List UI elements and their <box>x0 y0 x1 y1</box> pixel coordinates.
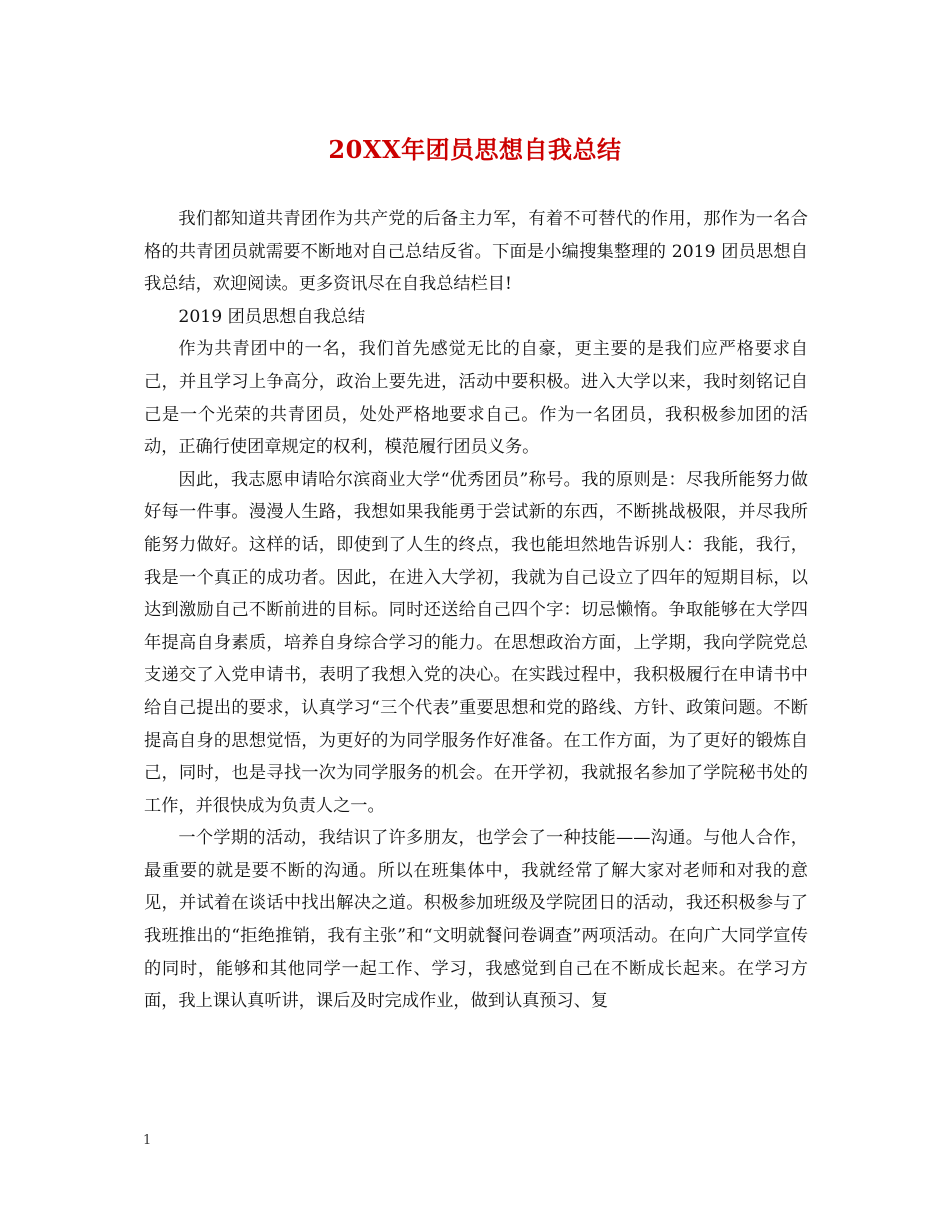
paragraph-subtitle: 2019 团员思想自我总结 <box>178 306 366 327</box>
page-number: 1 <box>143 1133 152 1148</box>
document-title: 20XX年团员思想自我总结 <box>328 135 622 164</box>
paragraph-activities: 一个学期的活动，我结识了许多朋友，也学会了一种技能——沟通。与他人合作，最重要的就是要不断的沟通。所以在班集体中，我就经常了解大家对老师和对我的意见，并试着在谈话中找出解决之道。积极参加班级及学院团日的活动，我还积极参与了我班推出的“拒绝推销，我有主张”和“文明就餐问卷调查”两项活动。在向广大同学宣传的同时，能够和其他同学一起工作、学习，我感觉到自己在不断成长起来。在学习方面，我上课认真听讲，课后及时完成作业，做到认真预习、复 <box>144 828 808 1012</box>
paragraph-pride: 作为共青团中的一名，我们首先感觉无比的自豪，更主要的是我们应严格要求自己，并且学习上争高分，政治上要先进，活动中要积极。进入大学以来，我时刻铭记自己是一个光荣的共青团员，处处严格地要求自己。作为一名团员，我积极参加团的活动，正确行使团章规定的权利，模范履行团员义务。 <box>144 339 808 458</box>
paragraph-application: 因此，我志愿申请哈尔滨商业大学“优秀团员”称号。我的原则是：尽我所能努力做好每一件事。漫漫人生路，我想如果我能勇于尝试新的东西，不断挑战极限，并尽我所能努力做好。这样的话，即使到了人生的终点，我也能坦然地告诉别人：我能，我行，我是一个真正的成功者。因此，在进入大学初，我就为自己设立了四年的短期目标，以达到激励自己不断前进的目标。同时还送给自己四个字：切忌懒惰。争取能够在大学四年提高自身素质，培养自身综合学习的能力。在思想政治方面，上学期，我向学院党总支递交了入党申请书，表明了我想入党的决心。在实践过程中，我积极履行在申请书中给自己提出的要求，认真学习“三个代表”重要思想和党的路线、方针、政策问题。不断提高自身的思想觉悟，为更好的为同学服务作好准备。在工作方面，为了更好的锻炼自己，同时，也是寻找一次为同学服务的机会。在开学初，我就报名参加了学院秘书处的工作，并很快成为负责人之一。 <box>144 469 808 816</box>
document-body <box>144 203 808 1018</box>
paragraph-intro: 我们都知道共青团作为共产党的后备主力军，有着不可替代的作用，那作为一名合格的共青团员就需要不断地对自己总结反省。下面是小编搜集整理的 2019 团员思想自我总结，欢迎阅读。更多资讯尽在自我总结栏目! <box>144 209 808 295</box>
